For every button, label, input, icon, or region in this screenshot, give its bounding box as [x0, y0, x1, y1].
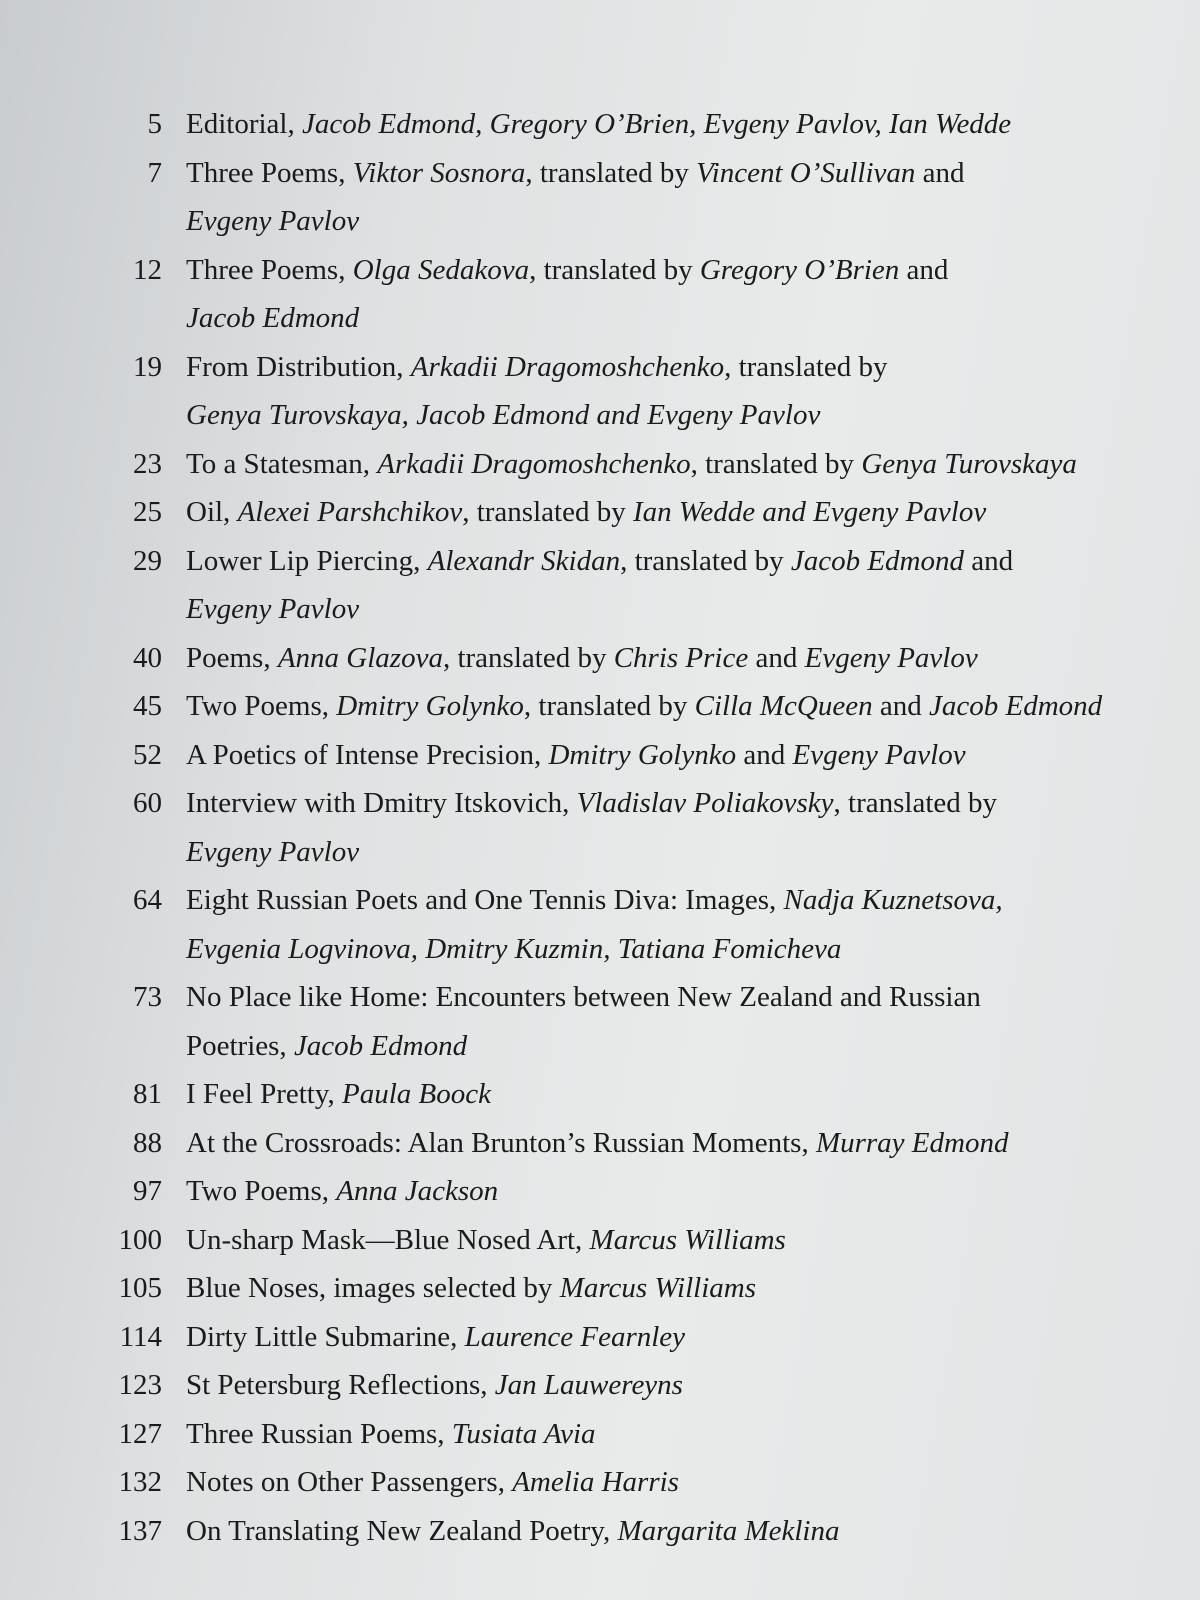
entry-credit: Genya Turovskaya	[861, 447, 1077, 480]
entry-title: Three Russian Poems,	[186, 1417, 452, 1450]
entry-line	[186, 925, 1120, 974]
entry-credit: Paula Boock	[341, 1078, 491, 1110]
entry-title: A Poetics of Intense Precision,	[186, 738, 549, 771]
entry-connector: and	[748, 641, 805, 674]
entry-title: Oil,	[186, 496, 238, 528]
entry-title: St Petersburg Reflections,	[186, 1369, 495, 1401]
toc-entry	[110, 1167, 1120, 1216]
entry-line	[186, 1313, 1120, 1362]
toc-entry	[110, 1313, 1120, 1362]
page-number: 123	[118, 1369, 162, 1401]
page-number: 52	[133, 738, 162, 771]
entry-credit: Arkadii Dragomoshchenko	[410, 350, 725, 383]
entry-text	[186, 1458, 1120, 1507]
toc-entry	[110, 149, 1120, 246]
entry-line	[186, 682, 1120, 731]
entry-line	[186, 488, 1120, 537]
entry-text	[186, 1070, 1120, 1119]
entry-connector: , translated by	[690, 447, 862, 480]
toc-entry	[110, 100, 1120, 149]
entry-line	[186, 779, 1120, 828]
entry-credit: Tusiata Avia	[451, 1417, 596, 1450]
entry-line	[186, 149, 1120, 198]
entry-line	[186, 343, 1120, 392]
entry-title: Lower Lip Piercing,	[186, 544, 428, 577]
table-of-contents	[110, 100, 1120, 1555]
page-number: 45	[133, 690, 162, 722]
entry-connector: , translated by	[529, 253, 700, 286]
entry-connector: , translated by	[833, 787, 998, 819]
entry-credit: Anna Glazova	[277, 641, 443, 674]
entry-line	[186, 294, 1120, 343]
entry-credit: Gregory O’Brien	[699, 253, 900, 286]
entry-title: Poems,	[186, 641, 278, 674]
entry-text	[186, 876, 1120, 973]
entry-credit: Vladislav Poliakovsky	[576, 787, 834, 819]
page-number: 23	[133, 447, 162, 480]
entry-credit: Vincent O’Sullivan	[696, 156, 916, 189]
entry-line	[186, 1507, 1120, 1556]
entry-credit: Margarita Meklina	[617, 1514, 840, 1547]
page-number: 73	[133, 981, 162, 1013]
entry-credit: Alexandr Skidan	[427, 544, 621, 577]
entry-title: To a Statesman,	[186, 447, 378, 480]
entry-line	[186, 197, 1120, 246]
entry-text	[186, 1410, 1120, 1459]
entry-line	[186, 634, 1120, 683]
entry-credit: Chris Price	[613, 641, 749, 674]
entry-credit: Evgeny Pavlov	[186, 593, 360, 625]
entry-text	[186, 343, 1120, 440]
page-number: 127	[118, 1417, 162, 1450]
entry-connector: , translated by	[724, 350, 888, 383]
entry-line	[186, 391, 1120, 440]
toc-entry	[110, 731, 1120, 780]
entry-line	[186, 876, 1120, 925]
toc-entry	[110, 1361, 1120, 1410]
entry-credit: Evgenia Logvinova, Dmitry Kuzmin, Tatiana Fomicheva	[186, 932, 842, 965]
entry-credit: Dmitry Golynko	[548, 738, 737, 771]
entry-credit: Murray Edmond	[815, 1126, 1009, 1159]
entry-text	[186, 246, 1120, 343]
entry-text	[186, 100, 1120, 149]
entry-text	[186, 1119, 1120, 1168]
entry-title: I Feel Pretty,	[186, 1078, 342, 1110]
entry-credit: Marcus Williams	[559, 1272, 756, 1304]
entry-credit: Arkadii Dragomoshchenko	[377, 447, 691, 480]
entry-credit: Laurence Fearnley	[464, 1320, 686, 1353]
entry-text	[186, 1313, 1120, 1362]
entry-connector: and	[872, 690, 929, 722]
toc-entry	[110, 1070, 1120, 1119]
entry-credit: Ian Wedde and Evgeny Pavlov	[632, 496, 987, 528]
entry-title: From Distribution,	[186, 350, 411, 383]
entry-line	[186, 1070, 1120, 1119]
entry-credit: Cilla McQueen	[694, 690, 873, 722]
entry-line	[186, 828, 1120, 877]
page-number: 132	[118, 1466, 162, 1498]
toc-entry	[110, 488, 1120, 537]
entry-connector: , translated by	[525, 156, 697, 189]
entry-connector: and	[899, 253, 949, 286]
entry-title: Two Poems,	[186, 690, 337, 722]
entry-title: Eight Russian Poets and One Tennis Diva: Images,	[186, 884, 784, 916]
page-number: 114	[119, 1320, 162, 1353]
entry-connector: , translated by	[442, 641, 614, 674]
entry-credit: Jan Lauwereyns	[494, 1369, 683, 1401]
entry-title: At the Crossroads: Alan Brunton’s Russian Moments,	[186, 1126, 816, 1159]
entry-line	[186, 100, 1120, 149]
entry-credit: Jacob Edmond	[790, 544, 964, 577]
page-number: 88	[133, 1126, 162, 1159]
toc-entry	[110, 634, 1120, 683]
entry-title: Un-sharp Mask—Blue Nosed Art,	[186, 1223, 590, 1256]
entry-text	[186, 1361, 1120, 1410]
entry-line	[186, 246, 1120, 295]
entry-connector: and	[915, 156, 965, 189]
entry-line	[186, 585, 1120, 634]
entry-text	[186, 149, 1120, 246]
entry-title: Blue Noses, images selected by	[186, 1272, 560, 1304]
entry-credit: Evgeny Pavlov	[186, 205, 360, 237]
toc-entry	[110, 1216, 1120, 1265]
entry-text	[186, 488, 1120, 537]
toc-entry	[110, 537, 1120, 634]
page-number: 60	[133, 787, 162, 819]
entry-connector: , translated by	[620, 544, 791, 577]
page-number: 105	[118, 1272, 162, 1304]
entry-text	[186, 731, 1120, 780]
entry-credit: Alexei Parshchikov	[237, 496, 463, 528]
toc-entry	[110, 1410, 1120, 1459]
entry-credit: Amelia Harris	[512, 1466, 679, 1498]
entry-line	[186, 731, 1120, 780]
entry-title: On Translating New Zealand Poetry,	[186, 1514, 618, 1547]
entry-title: No Place like Home: Encounters between New Zealand and Russian	[186, 981, 981, 1013]
entry-credit: Olga Sedakova	[352, 253, 530, 286]
entry-credit: Marcus Williams	[589, 1223, 786, 1256]
entry-text	[186, 1216, 1120, 1265]
page-number: 12	[133, 253, 162, 286]
entry-text	[186, 1507, 1120, 1556]
page-number: 40	[133, 641, 162, 674]
entry-credit: Dmitry Golynko	[336, 690, 524, 722]
entry-line	[186, 1216, 1120, 1265]
toc-entry	[110, 1458, 1120, 1507]
entry-title: Three Poems,	[186, 156, 353, 189]
toc-entry	[110, 1119, 1120, 1168]
entry-credit: Evgeny Pavlov	[186, 835, 360, 868]
entry-line	[186, 1361, 1120, 1410]
page-number: 137	[118, 1514, 162, 1547]
entry-text	[186, 440, 1120, 489]
entry-connector: and	[736, 738, 793, 771]
entry-credit: Nadja Kuznetsova,	[783, 884, 1003, 916]
page-number: 5	[147, 108, 162, 140]
toc-entry	[110, 682, 1120, 731]
entry-line	[186, 537, 1120, 586]
toc-entry	[110, 343, 1120, 440]
page-number: 81	[133, 1078, 162, 1110]
toc-entry	[110, 779, 1120, 876]
entry-credit: Genya Turovskaya, Jacob Edmond and Evgeny Pavlov	[186, 399, 821, 431]
page-number: 64	[133, 884, 162, 916]
entry-title-continued: Poetries,	[186, 1029, 294, 1062]
entry-credit: Jacob Edmond	[293, 1029, 468, 1062]
entry-credit: Evgeny Pavlov	[804, 641, 978, 674]
page-number: 7	[147, 156, 162, 189]
entry-credit: Viktor Sosnora	[352, 156, 526, 189]
entry-line	[186, 1458, 1120, 1507]
entry-title: Editorial,	[186, 108, 302, 140]
page-number: 100	[118, 1223, 162, 1256]
entry-connector: and	[963, 544, 1014, 577]
entry-line	[186, 973, 1120, 1022]
entry-title: Interview with Dmitry Itskovich,	[186, 787, 577, 819]
entry-credit: Anna Jackson	[336, 1175, 499, 1207]
entry-title: Three Poems,	[186, 253, 353, 286]
page-number: 97	[133, 1175, 162, 1207]
toc-entry	[110, 1507, 1120, 1556]
entry-credit: Jacob Edmond, Gregory O’Brien, Evgeny Pavlov, Ian Wedde	[301, 108, 1012, 140]
toc-entry	[110, 440, 1120, 489]
page-number: 25	[133, 496, 162, 528]
toc-entry	[110, 1264, 1120, 1313]
toc-entry	[110, 973, 1120, 1070]
entry-line	[186, 1119, 1120, 1168]
entry-connector: , translated by	[523, 690, 695, 722]
entry-text	[186, 634, 1120, 683]
entry-text	[186, 779, 1120, 876]
entry-text	[186, 537, 1120, 634]
toc-entry	[110, 246, 1120, 343]
page-number: 29	[133, 544, 162, 577]
entry-title: Notes on Other Passengers,	[186, 1466, 513, 1498]
entry-text	[186, 1167, 1120, 1216]
entry-line	[186, 1264, 1120, 1313]
entry-credit: Jacob Edmond	[186, 302, 360, 334]
toc-entry	[110, 876, 1120, 973]
entry-text	[186, 1264, 1120, 1313]
entry-title: Two Poems,	[186, 1175, 337, 1207]
entry-text	[186, 682, 1120, 731]
entry-connector: , translated by	[462, 496, 633, 528]
entry-title: Dirty Little Submarine,	[186, 1320, 465, 1353]
entry-line	[186, 1410, 1120, 1459]
entry-line	[186, 1167, 1120, 1216]
entry-text	[186, 973, 1120, 1070]
entry-credit: Evgeny Pavlov	[792, 738, 966, 771]
page-number: 19	[133, 350, 162, 383]
entry-line	[186, 1022, 1120, 1071]
entry-credit: Jacob Edmond	[928, 690, 1103, 722]
entry-line	[186, 440, 1120, 489]
